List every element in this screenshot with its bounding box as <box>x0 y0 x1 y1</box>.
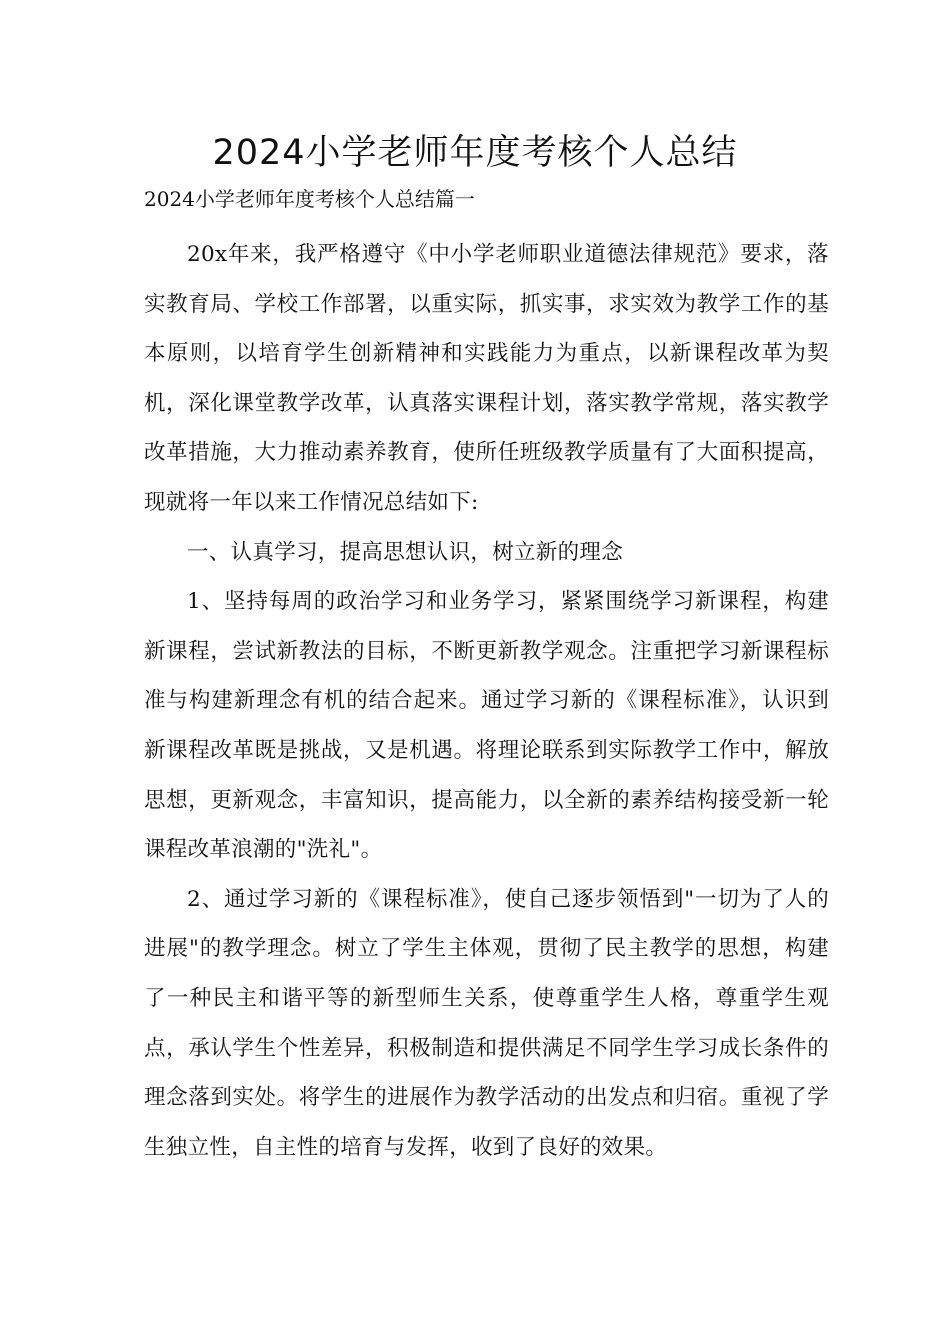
document-subtitle: 2024小学老师年度考核个人总结篇一 <box>144 187 475 211</box>
paragraph-intro: 20x年来，我严格遵守《中小学老师职业道德法律规范》要求，落实教育局、学校工作部署，以重实际，抓实事，求实效为教学工作的基本原则，以培育学生创新精神和实践能力为重点，以新课程改革为契机，深化课堂教学改革，认真落实课程计划，落实教学常规，落实教学改革措施，大力推动素养教育，使所任班级教学质量有了大面积提高，现就将一年以来工作情况总结如下: <box>144 242 829 515</box>
paragraph-item-2: 2、通过学习新的《课程标准》，使自己逐步领悟到"一切为了人的进展"的教学理念。树立了学生主体观，贯彻了民主教学的思想，构建了一种民主和谐平等的新型师生关系，使尊重学生人格，尊重学生观点，承认学生个性差异，积极制造和提供满足不同学生学习成长条件的理念落到实处。将学生的进展作为教学活动的出发点和归宿。重视了学生独立性，自主性的培育与发挥，收到了良好的效果。 <box>144 886 829 1160</box>
document-body <box>144 230 829 1172</box>
section-heading-1: 一、认真学习，提高思想认识，树立新的理念 <box>187 539 624 565</box>
document-title: 2024小学老师年度考核个人总结 <box>212 133 738 173</box>
paragraph-item-1: 1、坚持每周的政治学习和业务学习，紧紧围绕学习新课程，构建新课程，尝试新教法的目标，不断更新教学观念。注重把学习新课程标准与构建新理念有机的结合起来。通过学习新的《课程标准》，认识到新课程改革既是挑战，又是机遇。将理论联系到实际教学工作中，解放思想，更新观念，丰富知识，提高能力，以全新的素养结构接受新一轮课程改革浪潮的"洗礼"。 <box>144 589 829 863</box>
